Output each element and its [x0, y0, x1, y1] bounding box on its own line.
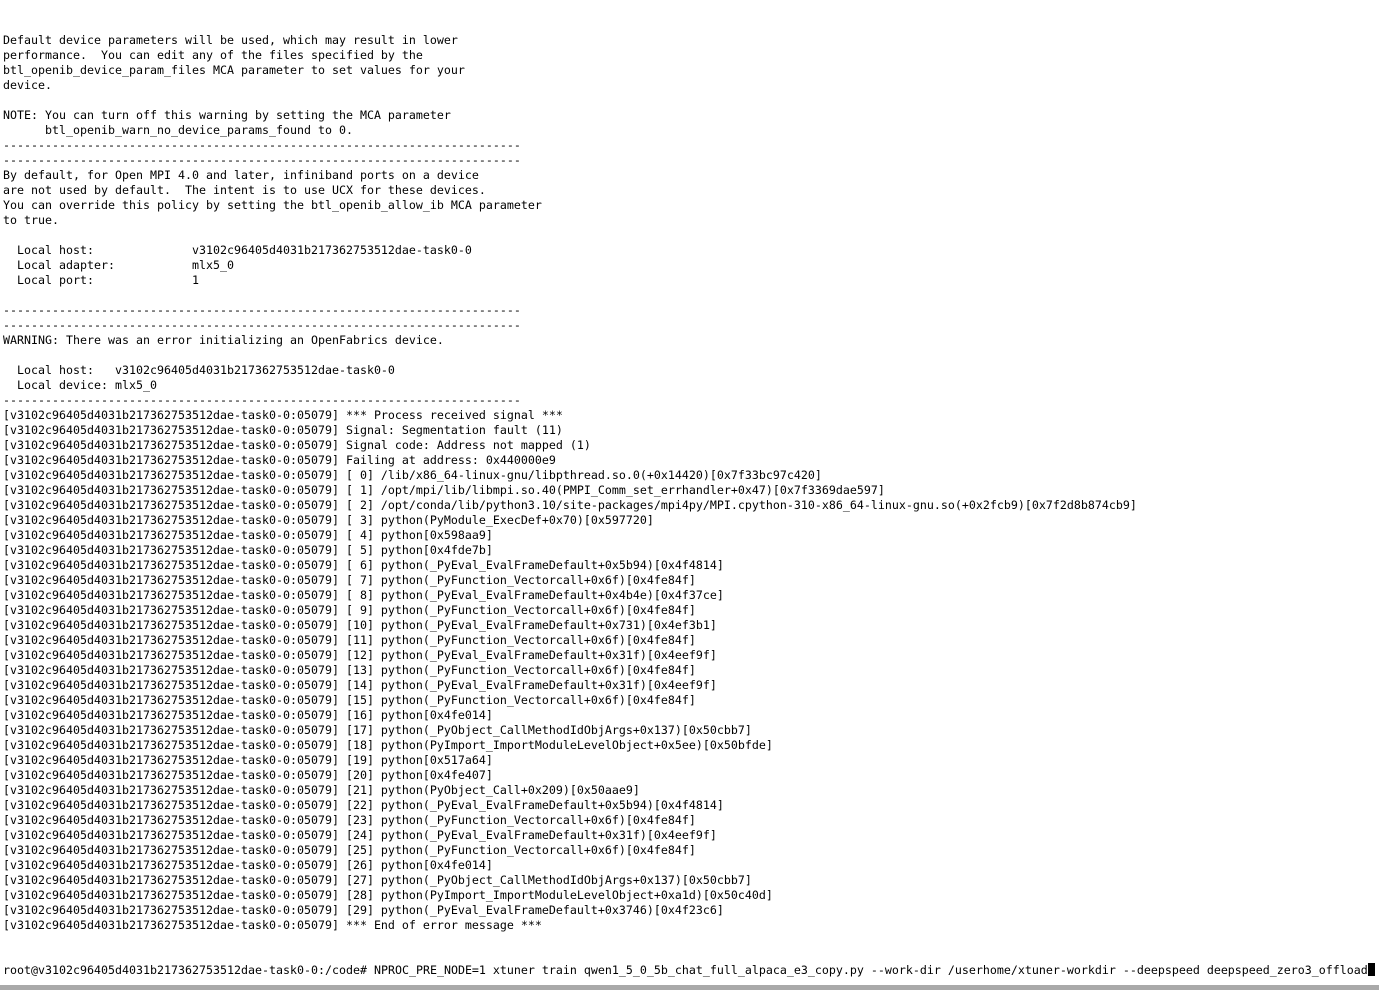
openfabrics-error-warning: Local device: mlx5_0	[3, 378, 157, 392]
command-input: NPROC_PRE_NODE=1 xtuner train qwen1_5_0_5b_chat_full_alpaca_e3_copy.py --work-dir /userhome/xtuner-workdir --deepspeed deepspeed_zero3_offload	[373, 963, 1368, 977]
stack-frame: [v3102c96405d4031b217362753512dae-task0-0:05079] [ 0] /lib/x86_64-linux-gnu/libpthread.so.0(+0x14420)[0x7f33bc97c420]	[3, 468, 822, 482]
stack-frame: [v3102c96405d4031b217362753512dae-task0-0:05079] [16] python[0x4fe014]	[3, 708, 493, 722]
stack-frame: [v3102c96405d4031b217362753512dae-task0-0:05079] [20] python[0x4fe407]	[3, 768, 493, 782]
block-cursor	[1368, 963, 1375, 976]
stack-frame: [v3102c96405d4031b217362753512dae-task0-0:05079] [12] python(_PyEval_EvalFrameDefault+0x31f)[0x4eef9f]	[3, 648, 717, 662]
stack-frame: [v3102c96405d4031b217362753512dae-task0-0:05079] [15] python(_PyFunction_Vectorcall+0x6f)[0x4fe84f]	[3, 693, 696, 707]
signal-header: [v3102c96405d4031b217362753512dae-task0-0:05079] Failing at address: 0x440000e9	[3, 453, 556, 467]
shell-prompt: root@v3102c96405d4031b217362753512dae-task0-0:/code#	[3, 963, 374, 977]
stack-frame: [v3102c96405d4031b217362753512dae-task0-0:05079] [27] python(_PyObject_CallMethodIdObjArgs+0x137)[0x50cbb7]	[3, 873, 752, 887]
horizontal-scrollbar[interactable]	[0, 985, 1379, 990]
stack-frame: [v3102c96405d4031b217362753512dae-task0-0:05079] [ 7] python(_PyFunction_Vectorcall+0x6f)[0x4fe84f]	[3, 573, 696, 587]
stack-frame: [v3102c96405d4031b217362753512dae-task0-0:05079] [13] python(_PyFunction_Vectorcall+0x6f)[0x4fe84f]	[3, 663, 696, 677]
signal-header: [v3102c96405d4031b217362753512dae-task0-0:05079] Signal code: Address not mapped (1)	[3, 438, 591, 452]
stack-frame: [v3102c96405d4031b217362753512dae-task0-0:05079] [11] python(_PyFunction_Vectorcall+0x6f)[0x4fe84f]	[3, 633, 696, 647]
stack-frame: [v3102c96405d4031b217362753512dae-task0-0:05079] [19] python[0x517a64]	[3, 753, 493, 767]
stack-frame: [v3102c96405d4031b217362753512dae-task0-0:05079] [23] python(_PyFunction_Vectorcall+0x6f)[0x4fe84f]	[3, 813, 696, 827]
stack-frame: [v3102c96405d4031b217362753512dae-task0-0:05079] [26] python[0x4fe014]	[3, 858, 493, 872]
stack-frame: [v3102c96405d4031b217362753512dae-task0-0:05079] [ 6] python(_PyEval_EvalFrameDefault+0x5b94)[0x4f4814]	[3, 558, 724, 572]
stack-frame: [v3102c96405d4031b217362753512dae-task0-0:05079] [21] python(PyObject_Call+0x209)[0x50aae9]	[3, 783, 640, 797]
infiniband-policy-notice: Local port: 1	[3, 273, 199, 287]
device-params-warning: btl_openib_warn_no_device_params_found to 0.	[3, 123, 353, 137]
stack-frame: [v3102c96405d4031b217362753512dae-task0-0:05079] [25] python(_PyFunction_Vectorcall+0x6f)[0x4fe84f]	[3, 843, 696, 857]
device-params-warning: performance. You can edit any of the files specified by the	[3, 48, 423, 62]
signal-header: [v3102c96405d4031b217362753512dae-task0-0:05079] *** Process received signal ***	[3, 408, 563, 422]
terminal-prompt-line[interactable]	[3, 963, 1379, 978]
openfabrics-error-warning	[3, 348, 1379, 363]
device-params-warning: NOTE: You can turn off this warning by setting the MCA parameter	[3, 108, 451, 122]
end-of-error-message: [v3102c96405d4031b217362753512dae-task0-0:05079] *** End of error message ***	[3, 918, 542, 932]
infiniband-policy-notice: You can override this policy by setting the btl_openib_allow_ib MCA parameter	[3, 198, 542, 212]
stack-frame: [v3102c96405d4031b217362753512dae-task0-0:05079] [ 1] /opt/mpi/lib/libmpi.so.40(PMPI_Comm_set_errhandler+0x47)[0x7f3369dae597]	[3, 483, 885, 497]
openfabrics-error-warning: Local host: v3102c96405d4031b217362753512dae-task0-0	[3, 363, 395, 377]
infiniband-policy-notice	[3, 288, 1379, 303]
stack-frame: [v3102c96405d4031b217362753512dae-task0-0:05079] [22] python(_PyEval_EvalFrameDefault+0x5b94)[0x4f4814]	[3, 798, 724, 812]
separator-line: --------------------------------------------------------------------------	[3, 138, 521, 152]
stack-frame: [v3102c96405d4031b217362753512dae-task0-0:05079] [17] python(_PyObject_CallMethodIdObjArgs+0x137)[0x50cbb7]	[3, 723, 752, 737]
device-params-warning	[3, 93, 1379, 108]
signal-header: [v3102c96405d4031b217362753512dae-task0-0:05079] Signal: Segmentation fault (11)	[3, 423, 563, 437]
stack-frame: [v3102c96405d4031b217362753512dae-task0-0:05079] [ 8] python(_PyEval_EvalFrameDefault+0x4b4e)[0x4f37ce]	[3, 588, 724, 602]
infiniband-policy-notice: to true.	[3, 213, 59, 227]
separator-line: --------------------------------------------------------------------------	[3, 153, 521, 167]
infiniband-policy-notice: Local host: v3102c96405d4031b217362753512dae-task0-0	[3, 243, 472, 257]
infiniband-policy-notice: are not used by default. The intent is to use UCX for these devices.	[3, 183, 486, 197]
stack-frame: [v3102c96405d4031b217362753512dae-task0-0:05079] [18] python(PyImport_ImportModuleLevelObject+0x5ee)[0x50bfde]	[3, 738, 773, 752]
stack-frame: [v3102c96405d4031b217362753512dae-task0-0:05079] [ 3] python(PyModule_ExecDef+0x70)[0x597720]	[3, 513, 654, 527]
device-params-warning: Default device parameters will be used, which may result in lower	[3, 33, 458, 47]
infiniband-policy-notice: By default, for Open MPI 4.0 and later, infiniband ports on a device	[3, 168, 479, 182]
openfabrics-error-warning: WARNING: There was an error initializing an OpenFabrics device.	[3, 333, 444, 347]
separator-line: --------------------------------------------------------------------------	[3, 318, 521, 332]
stack-frame: [v3102c96405d4031b217362753512dae-task0-0:05079] [24] python(_PyEval_EvalFrameDefault+0x31f)[0x4eef9f]	[3, 828, 717, 842]
stack-frame: [v3102c96405d4031b217362753512dae-task0-0:05079] [ 2] /opt/conda/lib/python3.10/site-packages/mpi4py/MPI.cpython-310-x86_64-linux-gnu.so(+0x2fcb9)[0x7f2d8b874cb9]	[3, 498, 1137, 512]
separator-line: --------------------------------------------------------------------------	[3, 303, 521, 317]
infiniband-policy-notice	[3, 228, 1379, 243]
stack-frame: [v3102c96405d4031b217362753512dae-task0-0:05079] [ 4] python[0x598aa9]	[3, 528, 493, 542]
stack-frame: [v3102c96405d4031b217362753512dae-task0-0:05079] [29] python(_PyEval_EvalFrameDefault+0x3746)[0x4f23c6]	[3, 903, 724, 917]
stack-frame: [v3102c96405d4031b217362753512dae-task0-0:05079] [ 9] python(_PyFunction_Vectorcall+0x6f)[0x4fe84f]	[3, 603, 696, 617]
device-params-warning: btl_openib_device_param_files MCA parameter to set values for your	[3, 63, 465, 77]
stack-frame: [v3102c96405d4031b217362753512dae-task0-0:05079] [28] python(PyImport_ImportModuleLevelObject+0xa1d)[0x50c40d]	[3, 888, 773, 902]
stack-frame: [v3102c96405d4031b217362753512dae-task0-0:05079] [ 5] python[0x4fde7b]	[3, 543, 493, 557]
stack-frame: [v3102c96405d4031b217362753512dae-task0-0:05079] [10] python(_PyEval_EvalFrameDefault+0x731)[0x4ef3b1]	[3, 618, 717, 632]
infiniband-policy-notice: Local adapter: mlx5_0	[3, 258, 234, 272]
terminal-output	[3, 33, 1379, 933]
separator-line: --------------------------------------------------------------------------	[3, 393, 521, 407]
device-params-warning: device.	[3, 78, 52, 92]
stack-frame: [v3102c96405d4031b217362753512dae-task0-0:05079] [14] python(_PyEval_EvalFrameDefault+0x31f)[0x4eef9f]	[3, 678, 717, 692]
